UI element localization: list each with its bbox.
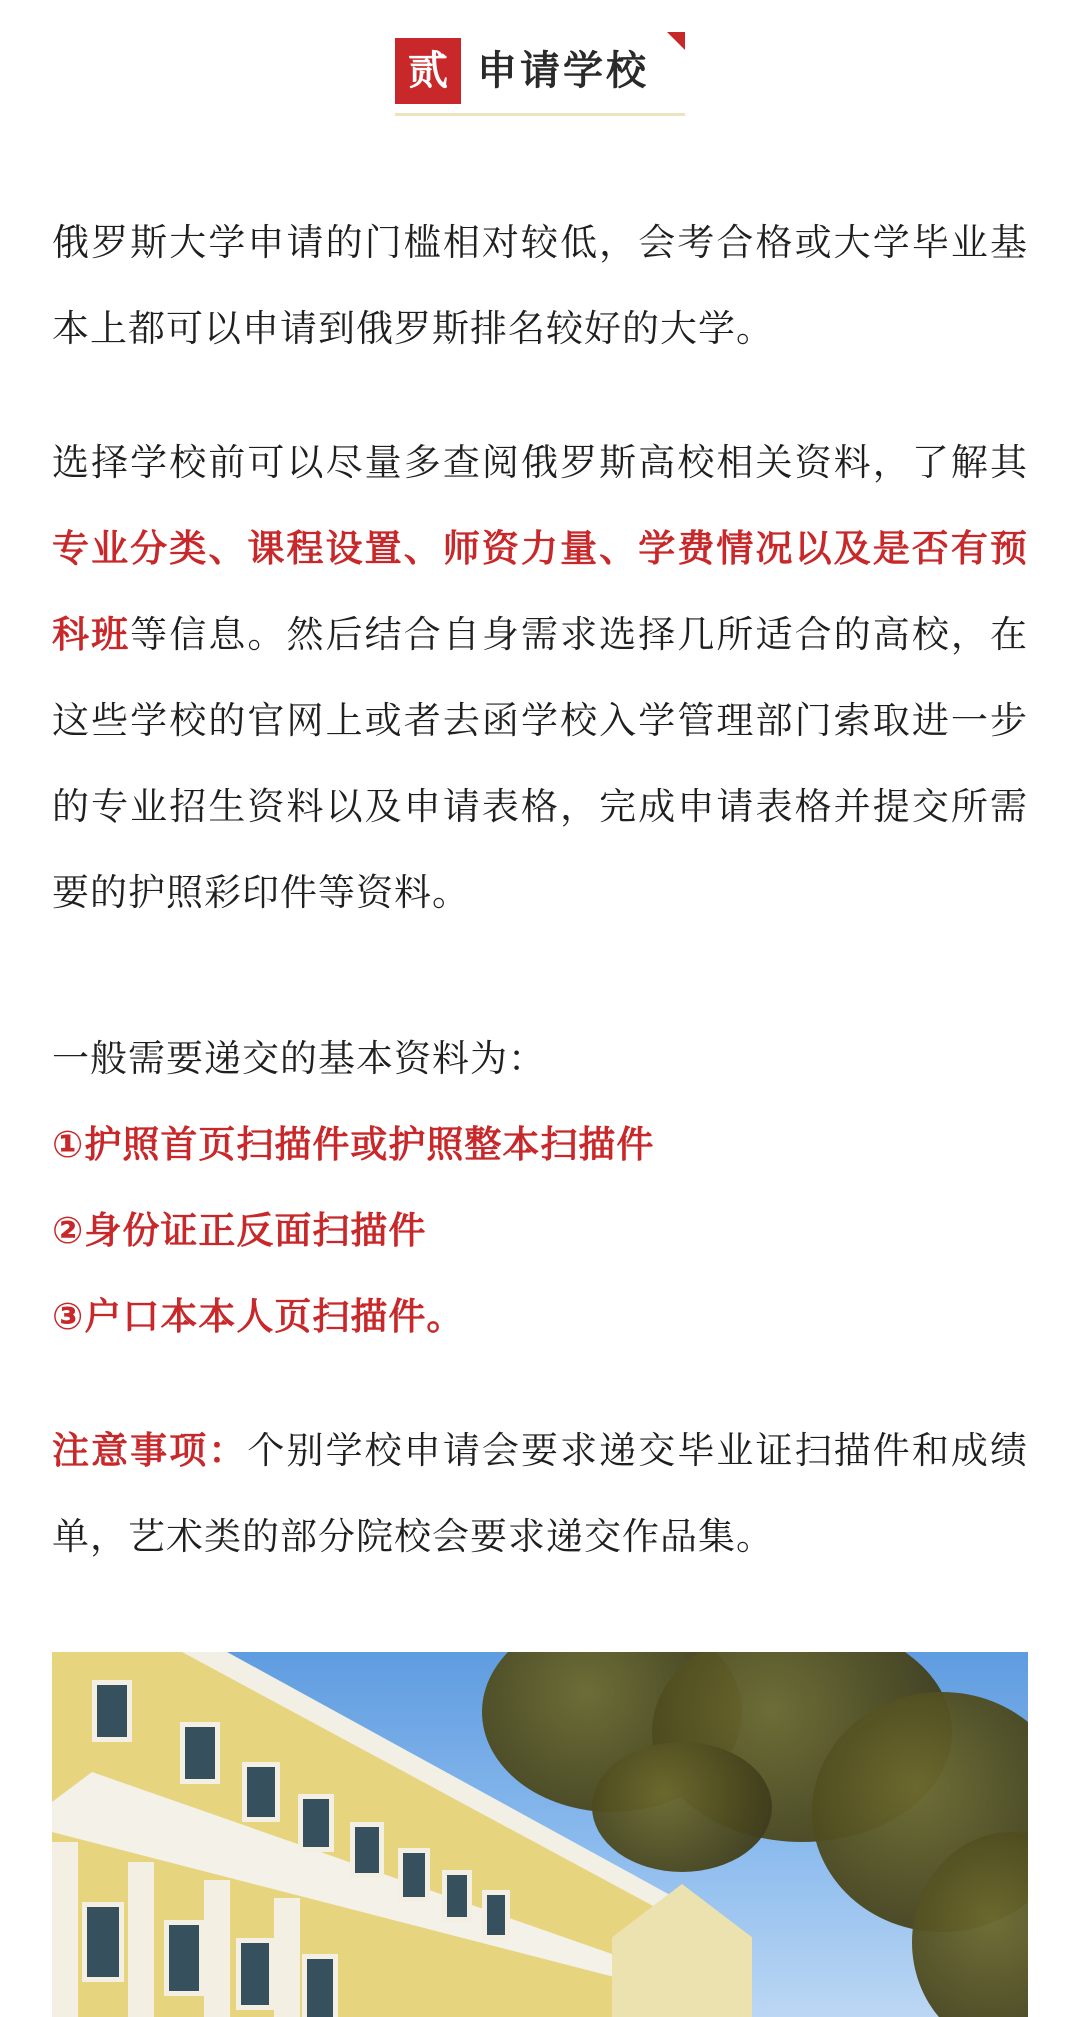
header-underline <box>395 113 685 116</box>
building-window <box>298 1794 334 1852</box>
tree-foliage <box>592 1742 772 1872</box>
section-title: 申请学校 <box>477 48 649 94</box>
building-window <box>442 1870 472 1922</box>
selection-highlight: 专业分类、课程设置、师资力量、学费情况以及是否有预科班 <box>52 527 1028 656</box>
building-window <box>302 1954 338 2017</box>
building-window <box>82 1902 124 1982</box>
materials-intro: 一般需要递交的基本资料为： <box>52 1037 546 1080</box>
building-window <box>350 1822 384 1878</box>
note-text: 个别学校申请会要求递交毕业证扫描件和成绩单，艺术类的部分院校会要求递交作品集。 <box>52 1429 1029 1558</box>
university-building-photo <box>52 1652 1028 2017</box>
corner-decoration <box>667 32 685 50</box>
building-column <box>52 1842 78 2017</box>
material-item-passport: ①护照首页扫描件或护照整本扫描件 <box>52 1123 655 1166</box>
article-body <box>52 200 1028 1580</box>
selection-text-suffix: 等信息。然后结合自身需求选择几所适合的高校，在这些学校的官网上或者去函学校入学管理部门索取进一步的专业招生资料以及申请表格，完成申请表格并提交所需要的护照彩印件等资料。 <box>52 613 1029 914</box>
section-number-badge: 贰 <box>395 38 461 104</box>
building-window <box>482 1890 510 1940</box>
material-item-household-register: ③户口本本人页扫描件。 <box>52 1295 465 1338</box>
intro-paragraph: 俄罗斯大学申请的门槛相对较低，会考合格或大学毕业基本上都可以申请到俄罗斯排名较好的大学。 <box>52 221 1028 350</box>
building-window <box>236 1938 274 2010</box>
material-item-id-card: ②身份证正反面扫描件 <box>52 1209 427 1252</box>
note-paragraph <box>52 1408 1028 1580</box>
spacer <box>52 936 1028 1016</box>
building-window <box>164 1920 204 1996</box>
building-window <box>398 1848 430 1902</box>
building-column <box>274 1898 300 2017</box>
note-label: 注意事项： <box>52 1429 248 1472</box>
building-window <box>92 1680 132 1742</box>
building-column <box>204 1880 230 2017</box>
spacer <box>52 1360 1028 1408</box>
building-window <box>180 1722 220 1784</box>
building-column <box>128 1862 154 2017</box>
selection-text-prefix: 选择学校前可以尽量多查阅俄罗斯高校相关资料，了解其 <box>52 441 1028 484</box>
selection-paragraph <box>52 420 1028 936</box>
building-window <box>242 1762 280 1822</box>
section-header <box>395 38 685 116</box>
spacer <box>52 372 1028 420</box>
